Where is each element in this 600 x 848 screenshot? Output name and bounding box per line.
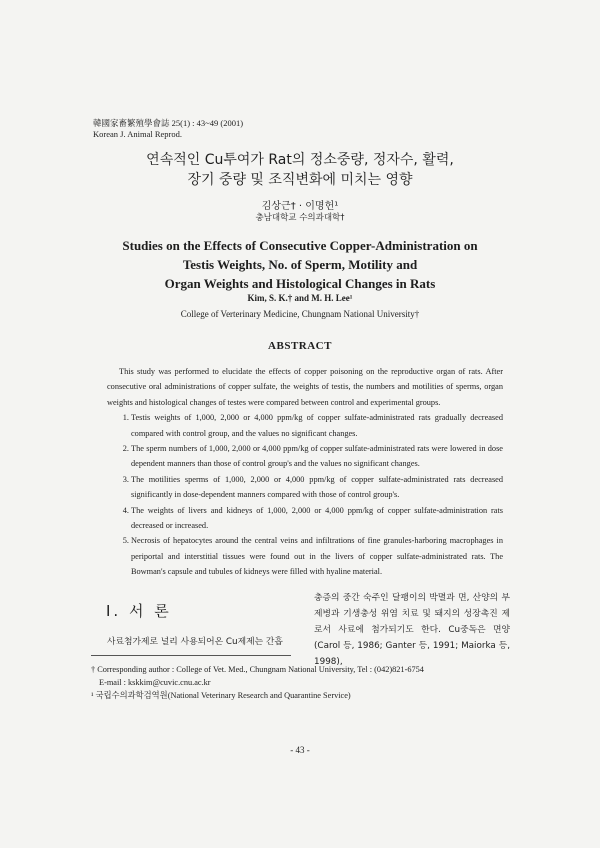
abstract-finding-2: 2. The sperm numbers of 1,000, 2,000 or 4,000 ppm/kg of copper sulfate-administrated rats were lowered in dose dependent manners than those of control group's and the values no significant changes.: [131, 441, 503, 472]
footnote-affiliation-1: ¹ 국립수의과학검역원(National Veterinary Research and Quarantine Service): [91, 691, 351, 700]
footnote-email: E-mail : kskkim@cuvic.cnu.ac.kr: [99, 678, 211, 687]
footnote-corresponding-author: † Corresponding author : College of Vet. Med., Chungnam National University, Tel : (042)821-6754: [91, 665, 424, 674]
abstract-finding-5: 5. Necrosis of hepatocytes around the central veins and infiltrations of fine granules-harboring macrophages in periportal and interstitial tissues were found out in the livers of copper sulfate-administrated rats. The Bowman's capsule and tubules of kidneys were filled with hyaline material.: [131, 533, 503, 579]
page-number: - 43 -: [290, 745, 310, 755]
abstract-finding-1: 1. Testis weights of 1,000, 2,000 or 4,000 ppm/kg of copper sulfate-administrated rats gradually decreased compared with control group, and the values no significant changes.: [131, 410, 503, 441]
korean-affiliation: 충남대학교 수의과대학†: [255, 213, 345, 223]
introduction-right-column: 충증의 중간 숙주인 달팽이의 박멸과 면, 산양의 부제병과 기생충성 위염 치료 및 돼지의 성장촉진 제로서 사료에 첨가되기도 한다. Cu중독은 면양(Carol 등, 1986; Ganter 등, 1991; Maiorka 등, 1998),: [314, 593, 510, 667]
korean-title-line-1: 연속적인 Cu투여가 Rat의 정소중량, 정자수, 활력,: [146, 152, 454, 168]
journal-line-1: 韓國家畜繁殖學會誌 25(1) : 43~49 (2001): [93, 118, 244, 128]
abstract-heading: ABSTRACT: [268, 340, 332, 352]
english-authors: Kim, S. K.† and M. H. Lee¹: [247, 293, 353, 303]
abstract-findings-list: [107, 410, 503, 579]
journal-line-2: Korean J. Animal Reprod.: [93, 129, 182, 139]
english-affiliation: College of Verterinary Medicine, Chungnam National University†: [180, 309, 420, 319]
korean-title-line-2: 장기 중량 및 조직변화에 미치는 영향: [187, 172, 413, 188]
journal-citation: [93, 118, 243, 140]
korean-authors: 김상근† · 이명헌¹: [261, 201, 339, 212]
english-title: [0, 236, 600, 293]
abstract-intro: This study was performed to elucidate the effects of copper poisoning on the reproductive organ of rats. After consecutive oral administrations of copper sulfate, the weights of testis, the numbers and motilities of sperms, organ weights and histological changes of testes were compared between control and experimental groups.: [107, 367, 503, 407]
section-heading-introduction: Ⅰ. 서 론: [106, 602, 172, 620]
english-title-line-2: Testis Weights, No. of Sperm, Motility and: [182, 257, 418, 272]
abstract-finding-4: 4. The weights of livers and kidneys of 1,000, 2,000 or 4,000 ppm/kg of copper sulfate-administration rats decreased or increased.: [131, 503, 503, 534]
korean-title: [0, 150, 600, 190]
footnotes: [91, 663, 531, 702]
abstract-body: [107, 364, 503, 580]
abstract-finding-3: 3. The motilities sperms of 1,000, 2,000 or 4,000 ppm/kg of copper sulfate-administrated rats decreased significantly in dose-dependent manners compared with those of control group's.: [131, 472, 503, 503]
introduction-left-column: 사료첨가제로 널리 사용되어온 Cu제제는 간흡: [107, 637, 283, 647]
english-title-line-1: Studies on the Effects of Consecutive Copper-Administration on: [122, 238, 478, 253]
footnote-divider: [91, 655, 291, 656]
english-title-line-3: Organ Weights and Histological Changes in Rats: [164, 276, 436, 291]
